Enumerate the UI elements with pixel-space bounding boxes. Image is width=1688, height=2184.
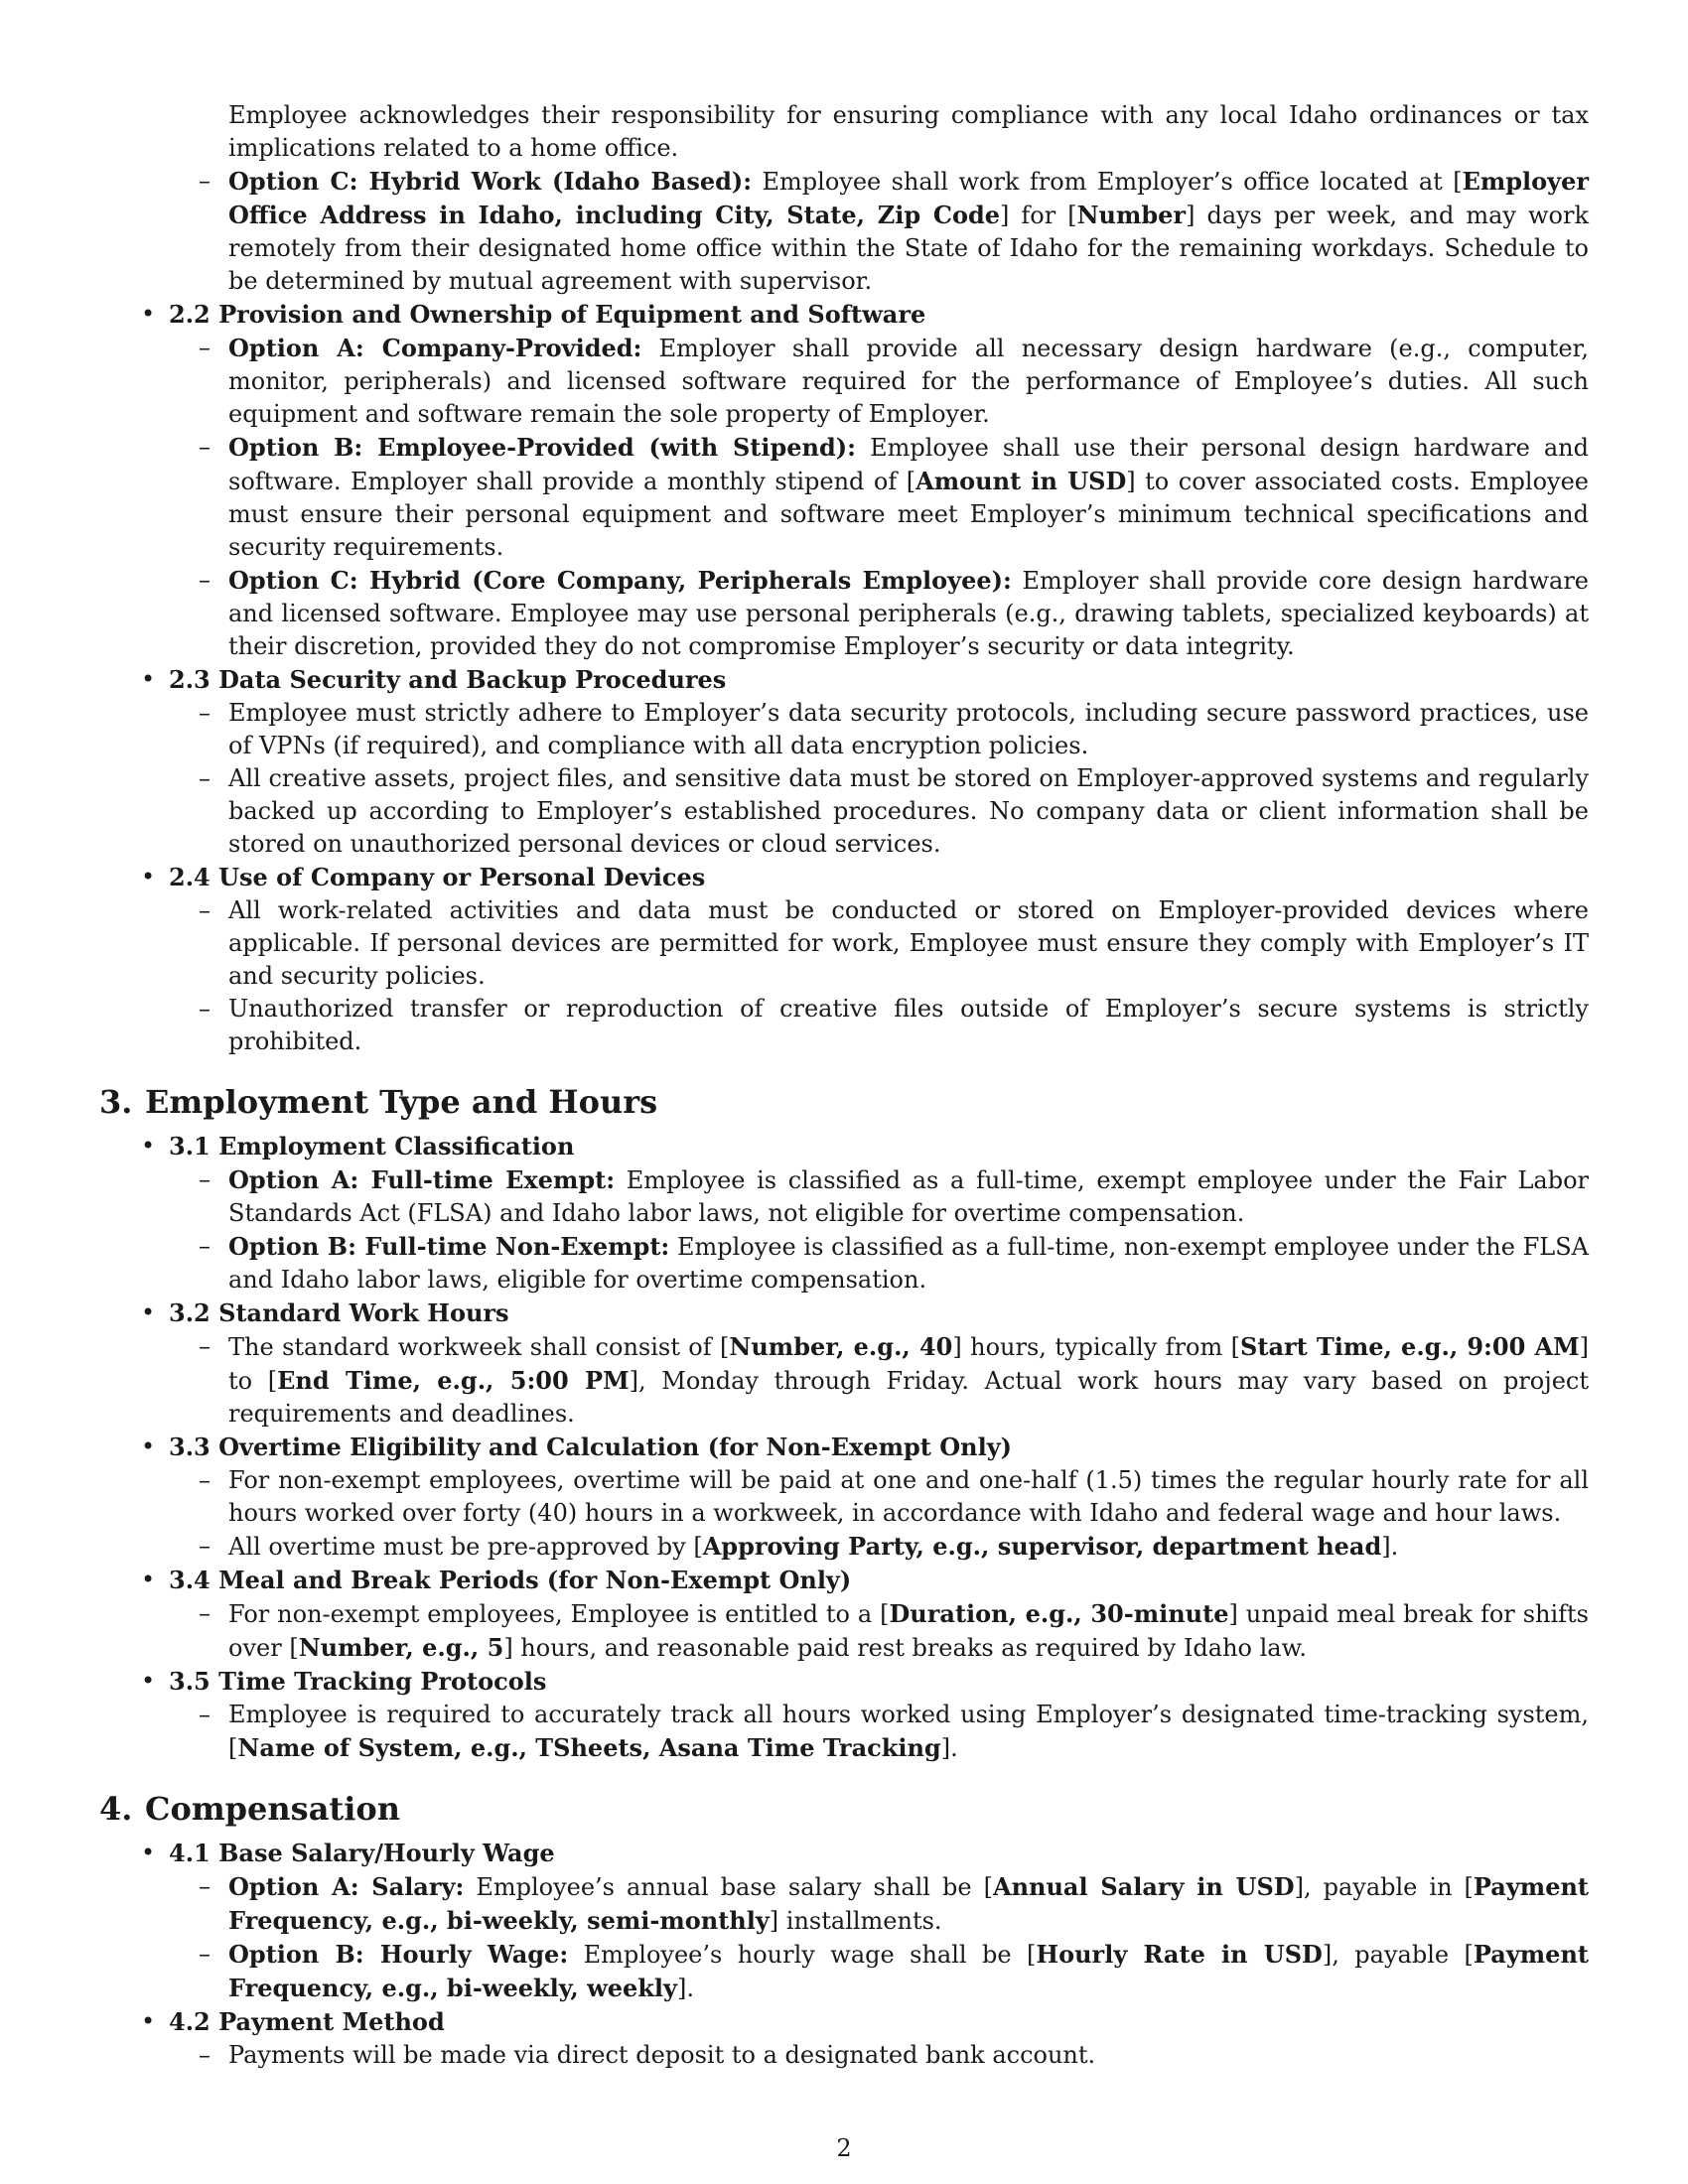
s4-2-item-1: – Payments will be made via direct deposit to a designated bank account.: [199, 2041, 1096, 2069]
subsection-heading-2-4: • 2.4 Use of Company or Personal Devices: [141, 863, 706, 891]
section-heading-4: 4. Compensation: [99, 1790, 400, 1828]
subsection-heading-3-2: • 3.2 Standard Work Hours: [141, 1298, 509, 1327]
subsection-heading-2-2: • 2.2 Provision and Ownership of Equipment and Software: [141, 300, 926, 329]
s3-3-item-1: – For non-exempt employees, overtime will be paid at one and one-half (1.5) times the regular hourly rate for all hours worked over forty (40) hours in a workweek, in accordance with Idaho and federal wage and hour laws.: [199, 1466, 1589, 1527]
subsection-heading-3-4: • 3.4 Meal and Break Periods (for Non-Exempt Only): [141, 1566, 852, 1594]
continuation-paragraph: Employee acknowledges their responsibility for ensuring compliance with any local Idaho ordinances or tax implications related to a home office.: [228, 101, 1589, 162]
subsection-heading-3-1: • 3.1 Employment Classification: [141, 1132, 575, 1160]
s4-1-option-b: – Option B: Hourly Wage: Employee’s hourly wage shall be [Hourly Rate in USD], payable [Payment Frequency, e.g., bi-weekly, weekly].: [199, 1940, 1589, 2002]
s2-3-item-1: – Employee must strictly adhere to Employer’s data security protocols, including secure password practices, use of VPNs (if required), and compliance with all data encryption policies.: [199, 699, 1589, 759]
option-label: Option C: Hybrid Work (Idaho Based):: [228, 167, 753, 196]
s2-2-option-a: – Option A: Company-Provided: Employer shall provide all necessary design hardware (e.g., computer, monitor, peripherals) and licensed software required for the performance of Employee’s duties. All such equipment and software remain the sole property of Employer.: [199, 334, 1589, 428]
document-body: [99, 99, 1589, 2072]
s3-5-item-1: – Employee is required to accurately track all hours worked using Employer’s designated time-tracking system, [Name of System, e.g., TSheets, Asana Time Tracking].: [199, 1701, 1589, 1762]
s2-2-option-b: – Option B: Employee-Provided (with Stipend): Employee shall use their personal design hardware and software. Employer shall provide a monthly stipend of [Amount in USD] to cover associated costs. Employee must ensure their personal equipment and software meet Employer’s minimum technical specifications and security requirements.: [199, 433, 1590, 561]
subsection-heading-3-5: • 3.5 Time Tracking Protocols: [141, 1667, 547, 1696]
s3-2-item-1: – The standard workweek shall consist of [Number, e.g., 40] hours, typically from [Start Time, e.g., 9:00 AM] to [End Time, e.g., 5:00 PM], Monday through Friday. Actual work hours may vary based on project requirements and deadlines.: [199, 1332, 1590, 1428]
subsection-heading-2-3: • 2.3 Data Security and Backup Procedures: [141, 665, 727, 694]
section-heading-3: 3. Employment Type and Hours: [99, 1083, 658, 1121]
bullet-marker: •: [141, 300, 156, 328]
s4-1-option-a: – Option A: Salary: Employee’s annual base salary shall be [Annual Salary in USD], payable in [Payment Frequency, e.g., bi-weekly, semi-monthly] installments.: [199, 1872, 1590, 1935]
subsection-heading-3-3: • 3.3 Overtime Eligibility and Calculation (for Non-Exempt Only): [141, 1433, 1012, 1461]
subsection-heading-4-2: • 4.2 Payment Method: [141, 2007, 445, 2036]
dash-marker: –: [199, 167, 211, 195]
s2-2-option-c: – Option C: Hybrid (Core Company, Peripherals Employee): Employer shall provide core design hardware and licensed software. Employee may use personal peripherals (e.g., drawing tablets, specialized keyboards) at their discretion, provided they do not compromise Employer’s security or data integrity.: [199, 566, 1590, 660]
page-number: 2: [836, 2134, 852, 2162]
s2-4-item-1: – All work-related activities and data must be conducted or stored on Employer-provided devices where applicable. If personal devices are permitted for work, Employee must ensure they comply with Employer’s IT and security policies.: [199, 896, 1589, 990]
s2-3-item-2: – All creative assets, project files, and sensitive data must be stored on Employer-approved systems and regularly backed up according to Employer’s established procedures. No company data or client information shall be stored on unauthorized personal devices or cloud services.: [199, 764, 1589, 858]
s2-4-item-2: – Unauthorized transfer or reproduction of creative files outside of Employer’s secure systems is strictly prohibited.: [199, 995, 1589, 1055]
s3-1-option-a: – Option A: Full-time Exempt: Employee is classified as a full-time, exempt employee under the Fair Labor Standards Act (FLSA) and Idaho labor laws, not eligible for overtime compensation.: [199, 1165, 1589, 1227]
s3-3-item-2: – All overtime must be pre-approved by [Approving Party, e.g., supervisor, department head].: [199, 1532, 1399, 1561]
subsection-heading-4-1: • 4.1 Base Salary/Hourly Wage: [141, 1839, 555, 1867]
s2-1-option-c: – Option C: Hybrid Work (Idaho Based): Employee shall work from Employer’s office located at [Employer Office Address in Idaho, including City, State, Zip Code] for [Number] days per week, and may work remotely from their designated home office within the State of Idaho for the remaining workdays. Schedule to be determined by mutual agreement with supervisor.: [199, 167, 1590, 295]
s3-1-option-b: – Option B: Full-time Non-Exempt: Employee is classified as a full-time, non-exempt employee under the FLSA and Idaho labor laws, eligible for overtime compensation.: [199, 1232, 1589, 1294]
s3-4-item-1: – For non-exempt employees, Employee is entitled to a [Duration, e.g., 30-minute] unpaid meal break for shifts over [Number, e.g., 5] hours, and reasonable paid rest breaks as required by Idaho law.: [199, 1599, 1589, 1662]
